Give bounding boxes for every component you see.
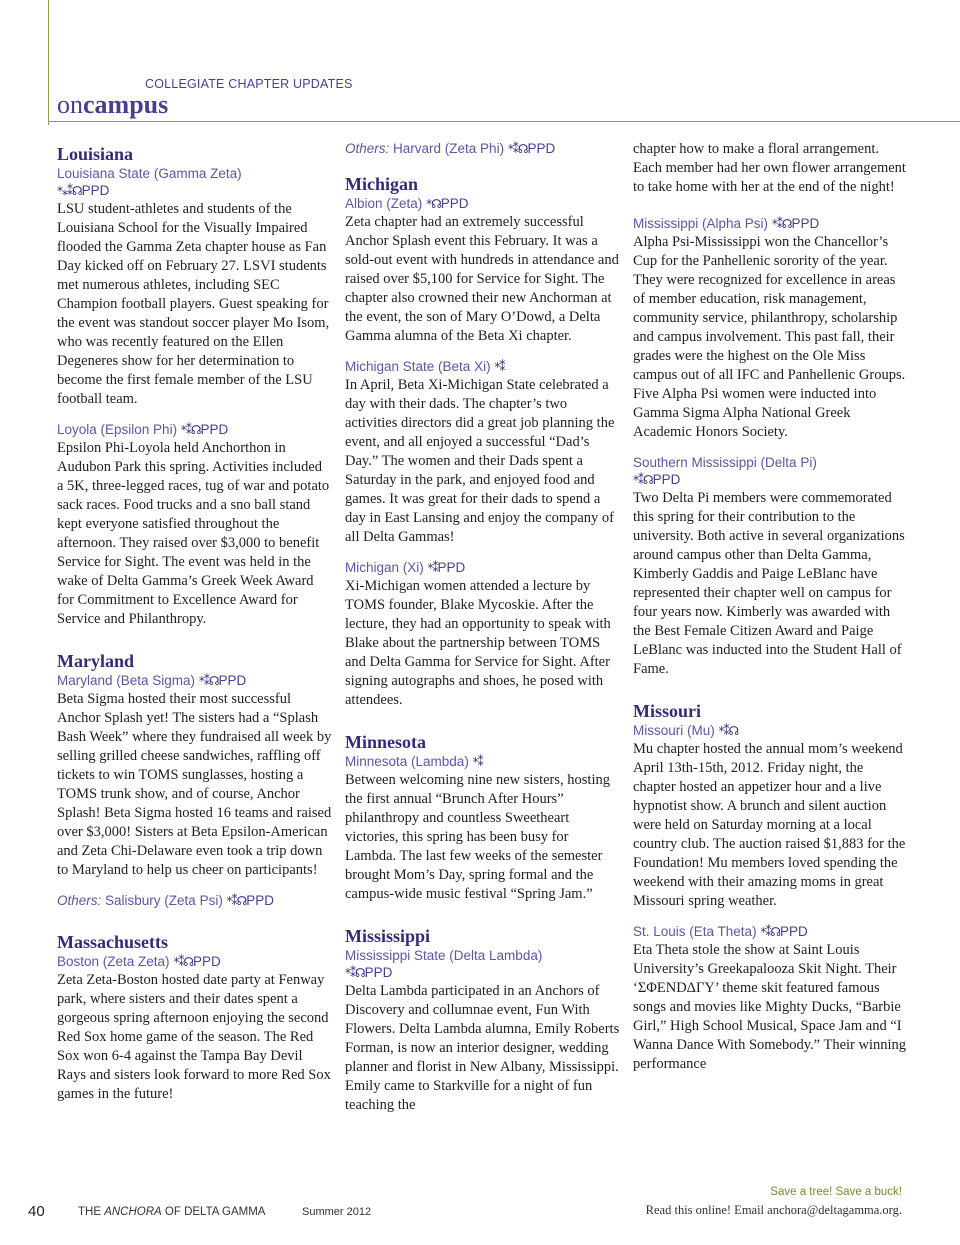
chapter-name [345,559,620,577]
award-stars-icon: *⁑ [472,755,483,769]
section-title [57,90,168,120]
chapter-label: Missouri (Mu) [633,723,715,738]
section-title-on: on [57,90,83,119]
award-stars-icon: *⁑☊ [345,966,365,980]
chapter-label: Harvard (Zeta Phi) [393,141,505,156]
chapter-body: chapter how to make a floral arrangement. Each member had her own flower arrangement to take home with her at the end of the night! [633,141,906,195]
header-vertical-rule [48,0,49,125]
issue-date: Summer 2012 [302,1206,372,1218]
chapter-label: Louisiana State (Gamma Zeta) [57,166,242,181]
chapter-name [633,215,908,233]
ppd-badge: PPD [652,472,681,487]
magazine-name-italic: ANCHORA [104,1206,162,1218]
ppd-badge: PPD [364,965,393,980]
award-stars-icon: *⁑☊ [198,674,219,688]
state-heading-massachusetts: Massachusetts [57,932,168,952]
header-horizontal-rule [48,121,960,122]
chapter-name [345,358,620,376]
award-stars-icon: *⁑☊ [507,142,528,156]
chapter-label: Southern Mississippi (Delta Pi) [633,455,817,470]
promo-email-line: Read this online! Email anchora@deltagamma.org. [645,1203,902,1217]
magazine-name [78,1206,265,1218]
chapter-label: Minnesota (Lambda) [345,754,469,769]
chapter-body: Mu chapter hosted the annual mom’s weekend April 13th-15th, 2012. Friday night, the chapter hosted an appetizer hour and a live hypnotist show. A brunch and silent auction were held on Saturday morning at a local country club. The auction raised $1,883 for the Foundation! Mu members loved spending the weekend with their amazing moms in great Missouri spring weather. [633,741,906,909]
award-stars-icon: *⁑☊ [226,894,247,908]
column-1 [57,140,332,1104]
chapter-body: Delta Lambda participated in an Anchors of Discovery and collumnae event, Fun With Flowers. Delta Lambda alumna, Emily Roberts Forman, is now an interior designer, wedding planner and florist in New Albany, Mississippi. Emily came to Starkville for a night of fun teaching the [345,983,620,1113]
state-heading-missouri: Missouri [633,701,702,721]
chapter-label: Maryland (Beta Sigma) [57,673,196,688]
chapter-name [57,953,332,971]
chapter-badges [633,471,908,489]
chapter-name [633,722,908,740]
column-2 [345,140,620,1115]
state-heading-mississippi: Mississippi [345,926,431,946]
award-stars-icon: *⁑ [427,561,438,575]
others-line [345,140,620,158]
chapter-name [57,421,332,439]
award-stars-icon: *⁑ [494,360,505,374]
chapter-body: Alpha Psi-Mississippi won the Chancellor’s Cup for the Panhellenic sorority of the year. They were recognized for excellence in areas of member education, risk management, community service, philanthropy, scholarship and campus involvement. This past fall, their grades were the highest on the Ole Miss campus out of all IFC and Panhellenic Groups. Five Alpha Psi women were inducted into Gamma Sigma Alpha National Greek Academic Honors Society. [633,234,906,440]
ppd-badge: PPD [437,560,466,575]
promo-tagline: Save a tree! Save a buck! [770,1186,902,1198]
chapter-name [633,454,908,471]
others-label: Others: [345,141,390,156]
chapter-label: Mississippi State (Delta Lambda) [345,948,543,963]
chapter-label: St. Louis (Eta Theta) [633,924,757,939]
ppd-badge: PPD [791,216,820,231]
chapter-name [345,195,620,213]
page-number: 40 [28,1203,45,1220]
chapter-body: LSU student-athletes and students of the Louisiana School for the Visually Impaired flooded the Gamma Zeta chapter house as Fan Day kicked off on February 27. LSVI students met numerous athletes, including SEC Champion football players. Guest speaking for the event was standout soccer player Mo Isom, who was recently featured on the Ellen Degeneres show for her determination to become the first female member of the LSU football team. [57,201,330,407]
chapter-label: Michigan State (Beta Xi) [345,359,491,374]
chapter-label: Boston (Zeta Zeta) [57,954,170,969]
chapter-body: Zeta Zeta-Boston hosted date party at Fenway park, where sisters and their dates spent a gorgeous spring afternoon enjoying the second Red Sox home game of the season. The Red Sox won 6-4 against the Tampa Bay Devil Rays and sisters look forward to more Red Sox games in the future! [57,972,331,1102]
state-heading-louisiana: Louisiana [57,144,134,164]
state-heading-michigan: Michigan [345,174,419,194]
chapter-body: Two Delta Pi members were commemorated this spring for their contribution to the university. Both active in several organizations around campus other than Delta Gamma, Kimberly Gaddis and Paige LeBlanc have represented their chapter well on campus for four years now. Kimberly was awarded with the Best Female Citizen Award and Paige LeBlanc was inducted into the Student Hall of Fame. [633,490,905,677]
chapter-badges [57,182,332,200]
chapter-body: Xi-Michigan women attended a lecture by TOMS founder, Blake Mycoskie. After the lecture, they had an opportunity to speak with Blake about the partnership between TOMS and Delta Gamma for Service for Sight. After signing autographs and shoes, he posed with attendees. [345,578,611,708]
column-3 [633,140,908,1074]
chapter-body: Beta Sigma hosted their most successful Anchor Splash yet! The sisters had a “Splash Bash Week” where they fundraised all week by selling grilled cheese sandwiches, raffling off tickets to win TOMS sunglasses, hosting a TOMS trunk show, and of course, Anchor Splash! Beta Sigma hosted 16 teams and raised over $3,000! Sisters at Beta Epsilon-American and Zeta Chi-Delaware even took a trip down to Maryland to help us cheer on participants! [57,691,332,878]
state-heading-maryland: Maryland [57,651,135,671]
chapter-label: Mississippi (Alpha Psi) [633,216,769,231]
section-kicker: COLLEGIATE CHAPTER UPDATES [145,77,353,91]
chapter-name [57,165,332,182]
ppd-badge: PPD [193,954,221,969]
chapter-body: Zeta chapter had an extremely successful Anchor Splash event this February. It was a sold-out event with hundreds in attendance and raised over $5,100 for Service for Sight. The chapter also crowned their new Anchorman at the event, the son of Mary O’Dowd, a Delta Gamma alumna of the Beta Xi chapter. [345,214,619,344]
magazine-name-pre: THE [78,1206,105,1218]
chapter-body: In April, Beta Xi-Michigan State celebrated a day with their dads. The chapter’s two activities directors did a great job planning the event, and all enjoyed a successful “Dad’s Day.” The women and their Dads spent a Saturday in the park, and enjoyed food and games. It was great for their dads to spend a day in East Lansing and enjoy the company of all Delta Gammas! [345,377,615,545]
chapter-label: Michigan (Xi) [345,560,424,575]
chapter-name [345,947,620,964]
award-stars-icon: *☊ [426,197,441,211]
award-stars-icon: *⁑☊ [633,473,653,487]
others-line [57,892,332,910]
ppd-badge: PPD [780,924,808,939]
award-stars-icon: *⁎⁑☊ [57,184,82,198]
ppd-badge: PPD [246,893,275,908]
state-heading-minnesota: Minnesota [345,732,426,752]
chapter-body: Epsilon Phi-Loyola held Anchorthon in Audubon Park this spring. Activities included a 5K, three-legged races, tug of war and potato sack races. Food trucks and a sno ball stand kept everyone satisfied throughout the afternoon. They raised over $3,000 to benefit Service for Sight. The event was held in the wake of Delta Gamma’s Greek Week Award for Commitment to Excellence Award for Service and Philanthropy. [57,440,330,627]
section-title-campus: campus [83,90,169,119]
award-stars-icon: *⁑☊ [718,724,739,738]
ppd-badge: PPD [200,422,229,437]
chapter-label: Salisbury (Zeta Psi) [105,893,223,908]
ppd-badge: PPD [81,183,110,198]
chapter-name [633,923,908,941]
chapter-badges [345,964,620,982]
award-stars-icon: *⁑☊ [173,955,193,969]
chapter-body: Between welcoming nine new sisters, hosting the first annual “Brunch After Hours” philanthropy and countless Sweetheart victories, this spring has been busy for Lambda. The last few weeks of the semester brought Mom’s Day, spring formal and the campus-wide music festival “Spring Jam.” [345,772,610,902]
ppd-badge: PPD [440,196,469,211]
ppd-badge: PPD [218,673,247,688]
chapter-name [57,672,332,690]
chapter-label: Loyola (Epsilon Phi) [57,422,178,437]
award-stars-icon: *⁑☊ [771,217,792,231]
award-stars-icon: *⁑☊ [180,423,201,437]
chapter-body: Eta Theta stole the show at Saint Louis University’s Greekapalooza Skit Night. Their ‘ΣΦENDΔΓY’ theme skit featured famous songs and movies like Mighty Ducks, “Barbie Girl,” High School Musical, Space Jam and “I Wanna Dance With Somebody.” Their winning performance [633,942,907,1072]
others-label: Others: [57,893,102,908]
magazine-name-post: OF DELTA GAMMA [161,1206,266,1218]
chapter-name [345,753,620,771]
award-stars-icon: *⁑☊ [760,925,781,939]
ppd-badge: PPD [527,141,556,156]
chapter-label: Albion (Zeta) [345,196,423,211]
